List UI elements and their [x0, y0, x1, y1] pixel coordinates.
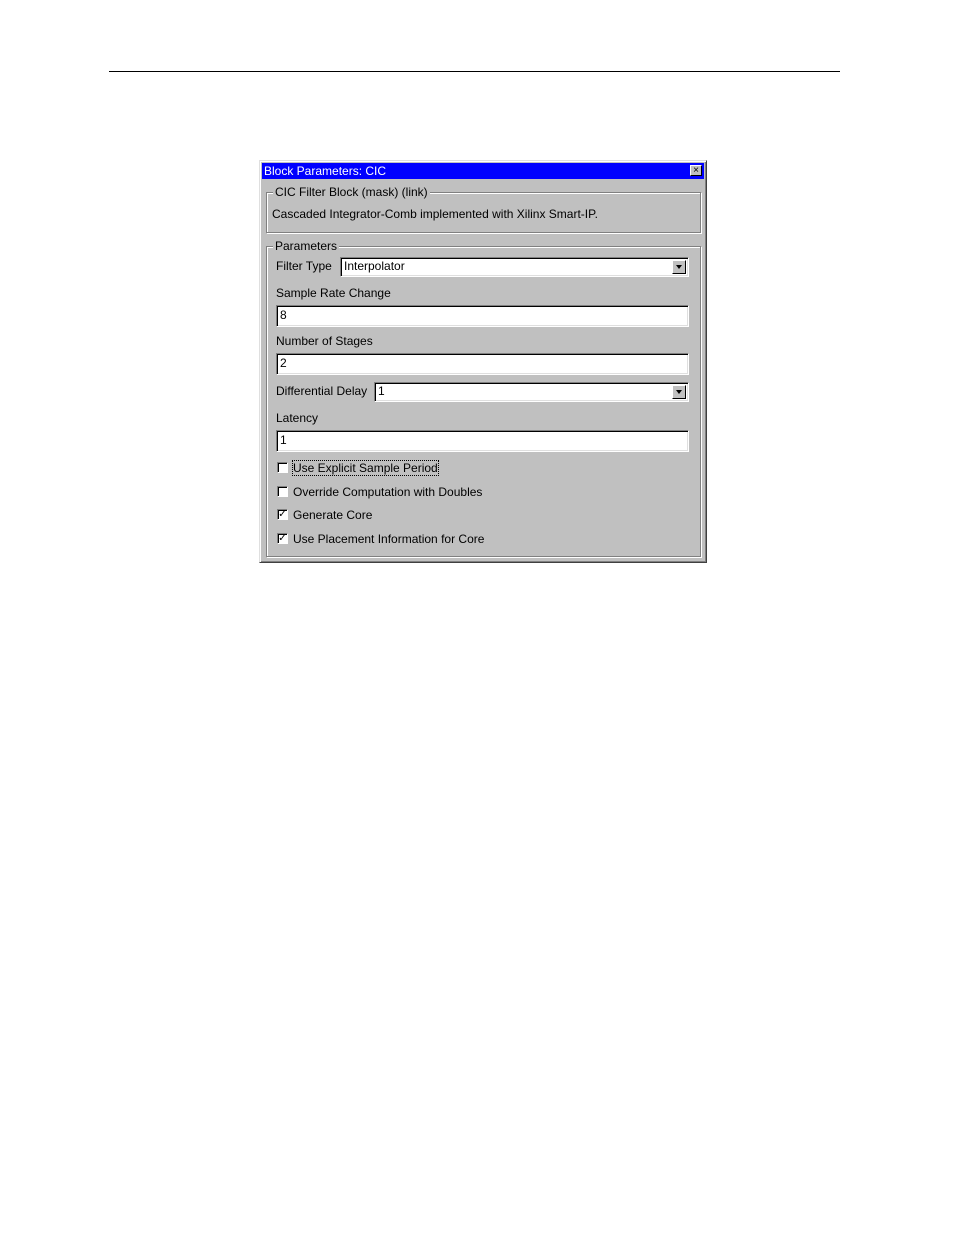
- latency-value: 1: [280, 433, 287, 447]
- override-computation-with-doubles-checkbox[interactable]: [277, 485, 492, 499]
- page-header-rule: [109, 71, 840, 72]
- filter-type-select[interactable]: [340, 257, 689, 277]
- mask-info-group: [266, 185, 701, 233]
- differential-delay-value: 1: [378, 384, 385, 398]
- differential-delay-select[interactable]: [374, 382, 689, 402]
- checkbox-label: Use Explicit Sample Period: [293, 461, 438, 475]
- sample-rate-change-input[interactable]: [276, 305, 689, 327]
- checkbox-box[interactable]: ✓: [278, 533, 287, 544]
- latency-label: Latency: [276, 411, 319, 425]
- number-of-stages-value: 2: [280, 356, 287, 370]
- number-of-stages-input[interactable]: [276, 353, 689, 375]
- filter-type-value: Interpolator: [344, 259, 405, 273]
- latency-input[interactable]: [276, 430, 689, 452]
- checkbox-label: Generate Core: [293, 508, 373, 522]
- generate-core-checkbox[interactable]: [277, 508, 387, 522]
- differential-delay-label: Differential Delay: [276, 384, 368, 398]
- close-icon: ×: [693, 165, 699, 176]
- filter-type-label: Filter Type: [276, 259, 332, 273]
- mask-description: Cascaded Integrator-Comb implemented with Xilinx Smart-IP.: [272, 207, 598, 221]
- sample-rate-change-value: 8: [280, 308, 287, 322]
- dialog-title: Block Parameters: CIC: [264, 164, 387, 178]
- sample-rate-change-label: Sample Rate Change: [276, 286, 391, 300]
- checkbox-label: Override Computation with Doubles: [293, 485, 483, 499]
- close-button[interactable]: [690, 165, 702, 176]
- use-explicit-sample-period-checkbox[interactable]: [277, 461, 447, 475]
- mask-group-legend: CIC Filter Block (mask) (link): [275, 185, 428, 199]
- checkbox-label: Use Placement Information for Core: [293, 532, 485, 546]
- checkbox-box[interactable]: ✓: [278, 509, 287, 520]
- checkbox-box[interactable]: [277, 462, 288, 473]
- chevron-down-icon[interactable]: [672, 385, 686, 399]
- dialog-titlebar[interactable]: [262, 163, 704, 179]
- parameters-group-legend: Parameters: [275, 239, 338, 253]
- checkbox-box[interactable]: [277, 486, 288, 497]
- number-of-stages-label: Number of Stages: [276, 334, 373, 348]
- chevron-down-icon[interactable]: [672, 260, 686, 274]
- use-placement-information-for-core-checkbox[interactable]: [277, 532, 492, 546]
